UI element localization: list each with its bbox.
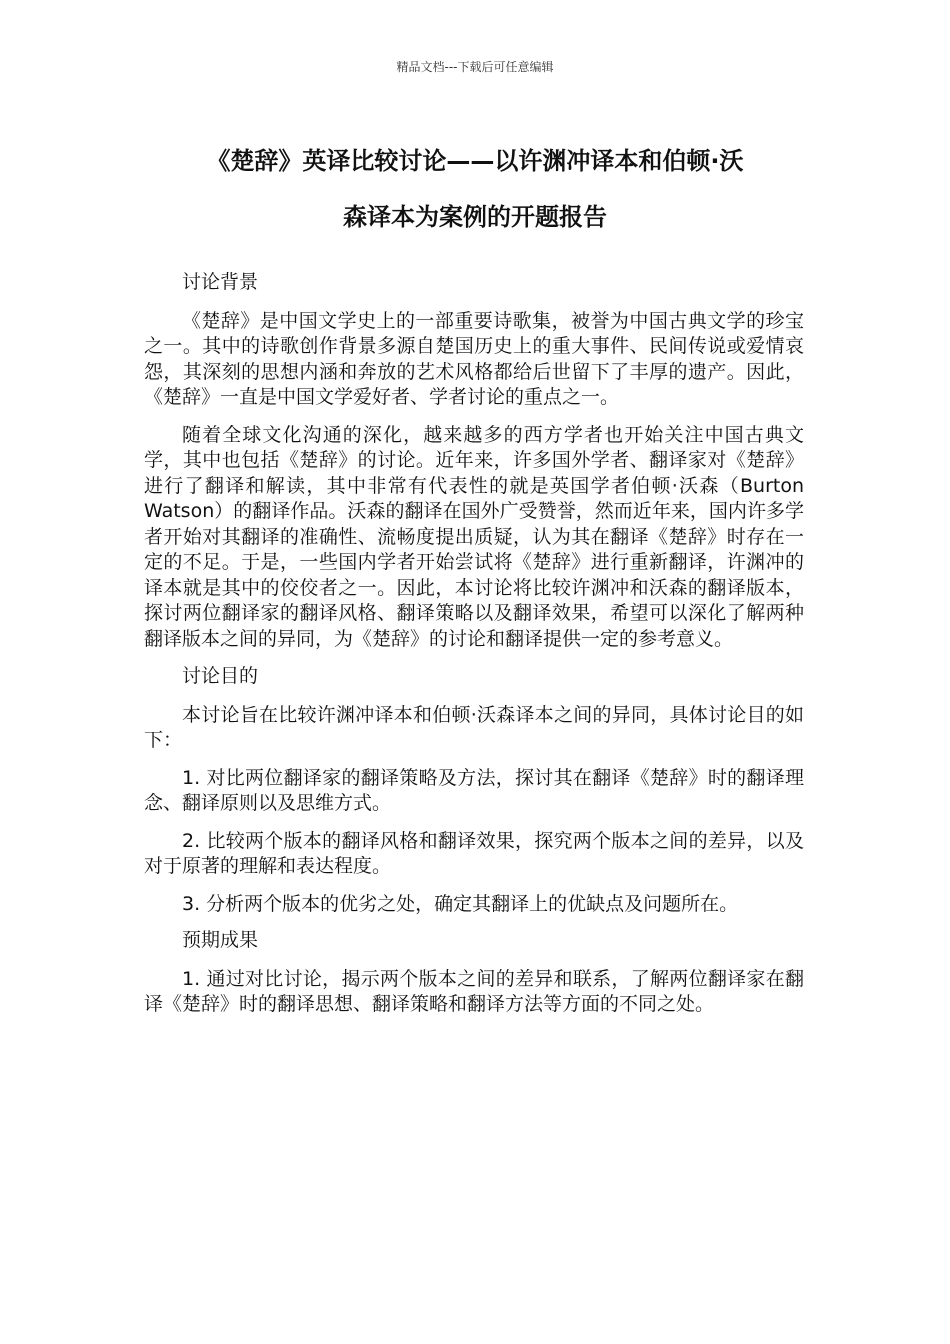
header-note: 精品文档---下载后可任意编辑 xyxy=(396,60,554,74)
background-paragraph-1: 《楚辞》是中国文学史上的一部重要诗歌集，被誉为中国古典文学的珍宝之一。其中的诗歌创作背景多源自楚国历史上的重大事件、民间传说或爱情哀怨，其深刻的思想内涵和奔放的艺术风格都给后世留下了丰厚的遗产。因此，《楚辞》一直是中国文学爱好者、学者讨论的重点之一。 xyxy=(144,309,804,408)
document-body xyxy=(144,270,804,1030)
results-item-1: 1. 通过对比讨论，揭示两个版本之间的差异和联系，了解两位翻译家在翻译《楚辞》时的翻译思想、翻译策略和翻译方法等方面的不同之处。 xyxy=(144,967,804,1015)
title-line-2: 森译本为案例的开题报告 xyxy=(343,203,607,231)
purpose-item-2: 2. 比较两个版本的翻译风格和翻译效果，探究两个版本之间的差异，以及对于原著的理解和表达程度。 xyxy=(144,829,804,877)
section-heading-results: 预期成果 xyxy=(182,929,259,951)
title-line-1: 《楚辞》英译比较讨论——以许渊冲译本和伯顿·沃 xyxy=(206,147,744,175)
background-paragraph-2: 随着全球文化沟通的深化，越来越多的西方学者也开始关注中国古典文学，其中也包括《楚辞》的讨论。近年来，许多国外学者、翻译家对《楚辞》进行了翻译和解读，其中非常有代表性的就是英国学者伯顿·沃森（Burton Watson）的翻译作品。沃森的翻译在国外广受赞誉，然而近年来，国内许多学者开始对其翻译的准确性、流畅度提出质疑，认为其在翻译《楚辞》时存在一定的不足。于是，一些国内学者开始尝试将《楚辞》进行重新翻译，许渊冲的译本就是其中的佼佼者之一。因此，本讨论将比较许渊冲和沃森的翻译版本，探讨两位翻译家的翻译风格、翻译策略以及翻译效果，希望可以深化了解两种翻译版本之间的异同，为《楚辞》的讨论和翻译提供一定的参考意义。 xyxy=(144,423,804,650)
section-heading-background: 讨论背景 xyxy=(182,271,259,293)
purpose-intro: 本讨论旨在比较许渊冲译本和伯顿·沃森译本之间的异同，具体讨论目的如下： xyxy=(144,703,804,751)
document-title xyxy=(120,133,830,245)
section-heading-purpose: 讨论目的 xyxy=(182,665,259,687)
purpose-item-3: 3. 分析两个版本的优劣之处，确定其翻译上的优缺点及问题所在。 xyxy=(182,892,739,915)
purpose-item-1: 1. 对比两位翻译家的翻译策略及方法，探讨其在翻译《楚辞》时的翻译理念、翻译原则以及思维方式。 xyxy=(144,766,804,814)
